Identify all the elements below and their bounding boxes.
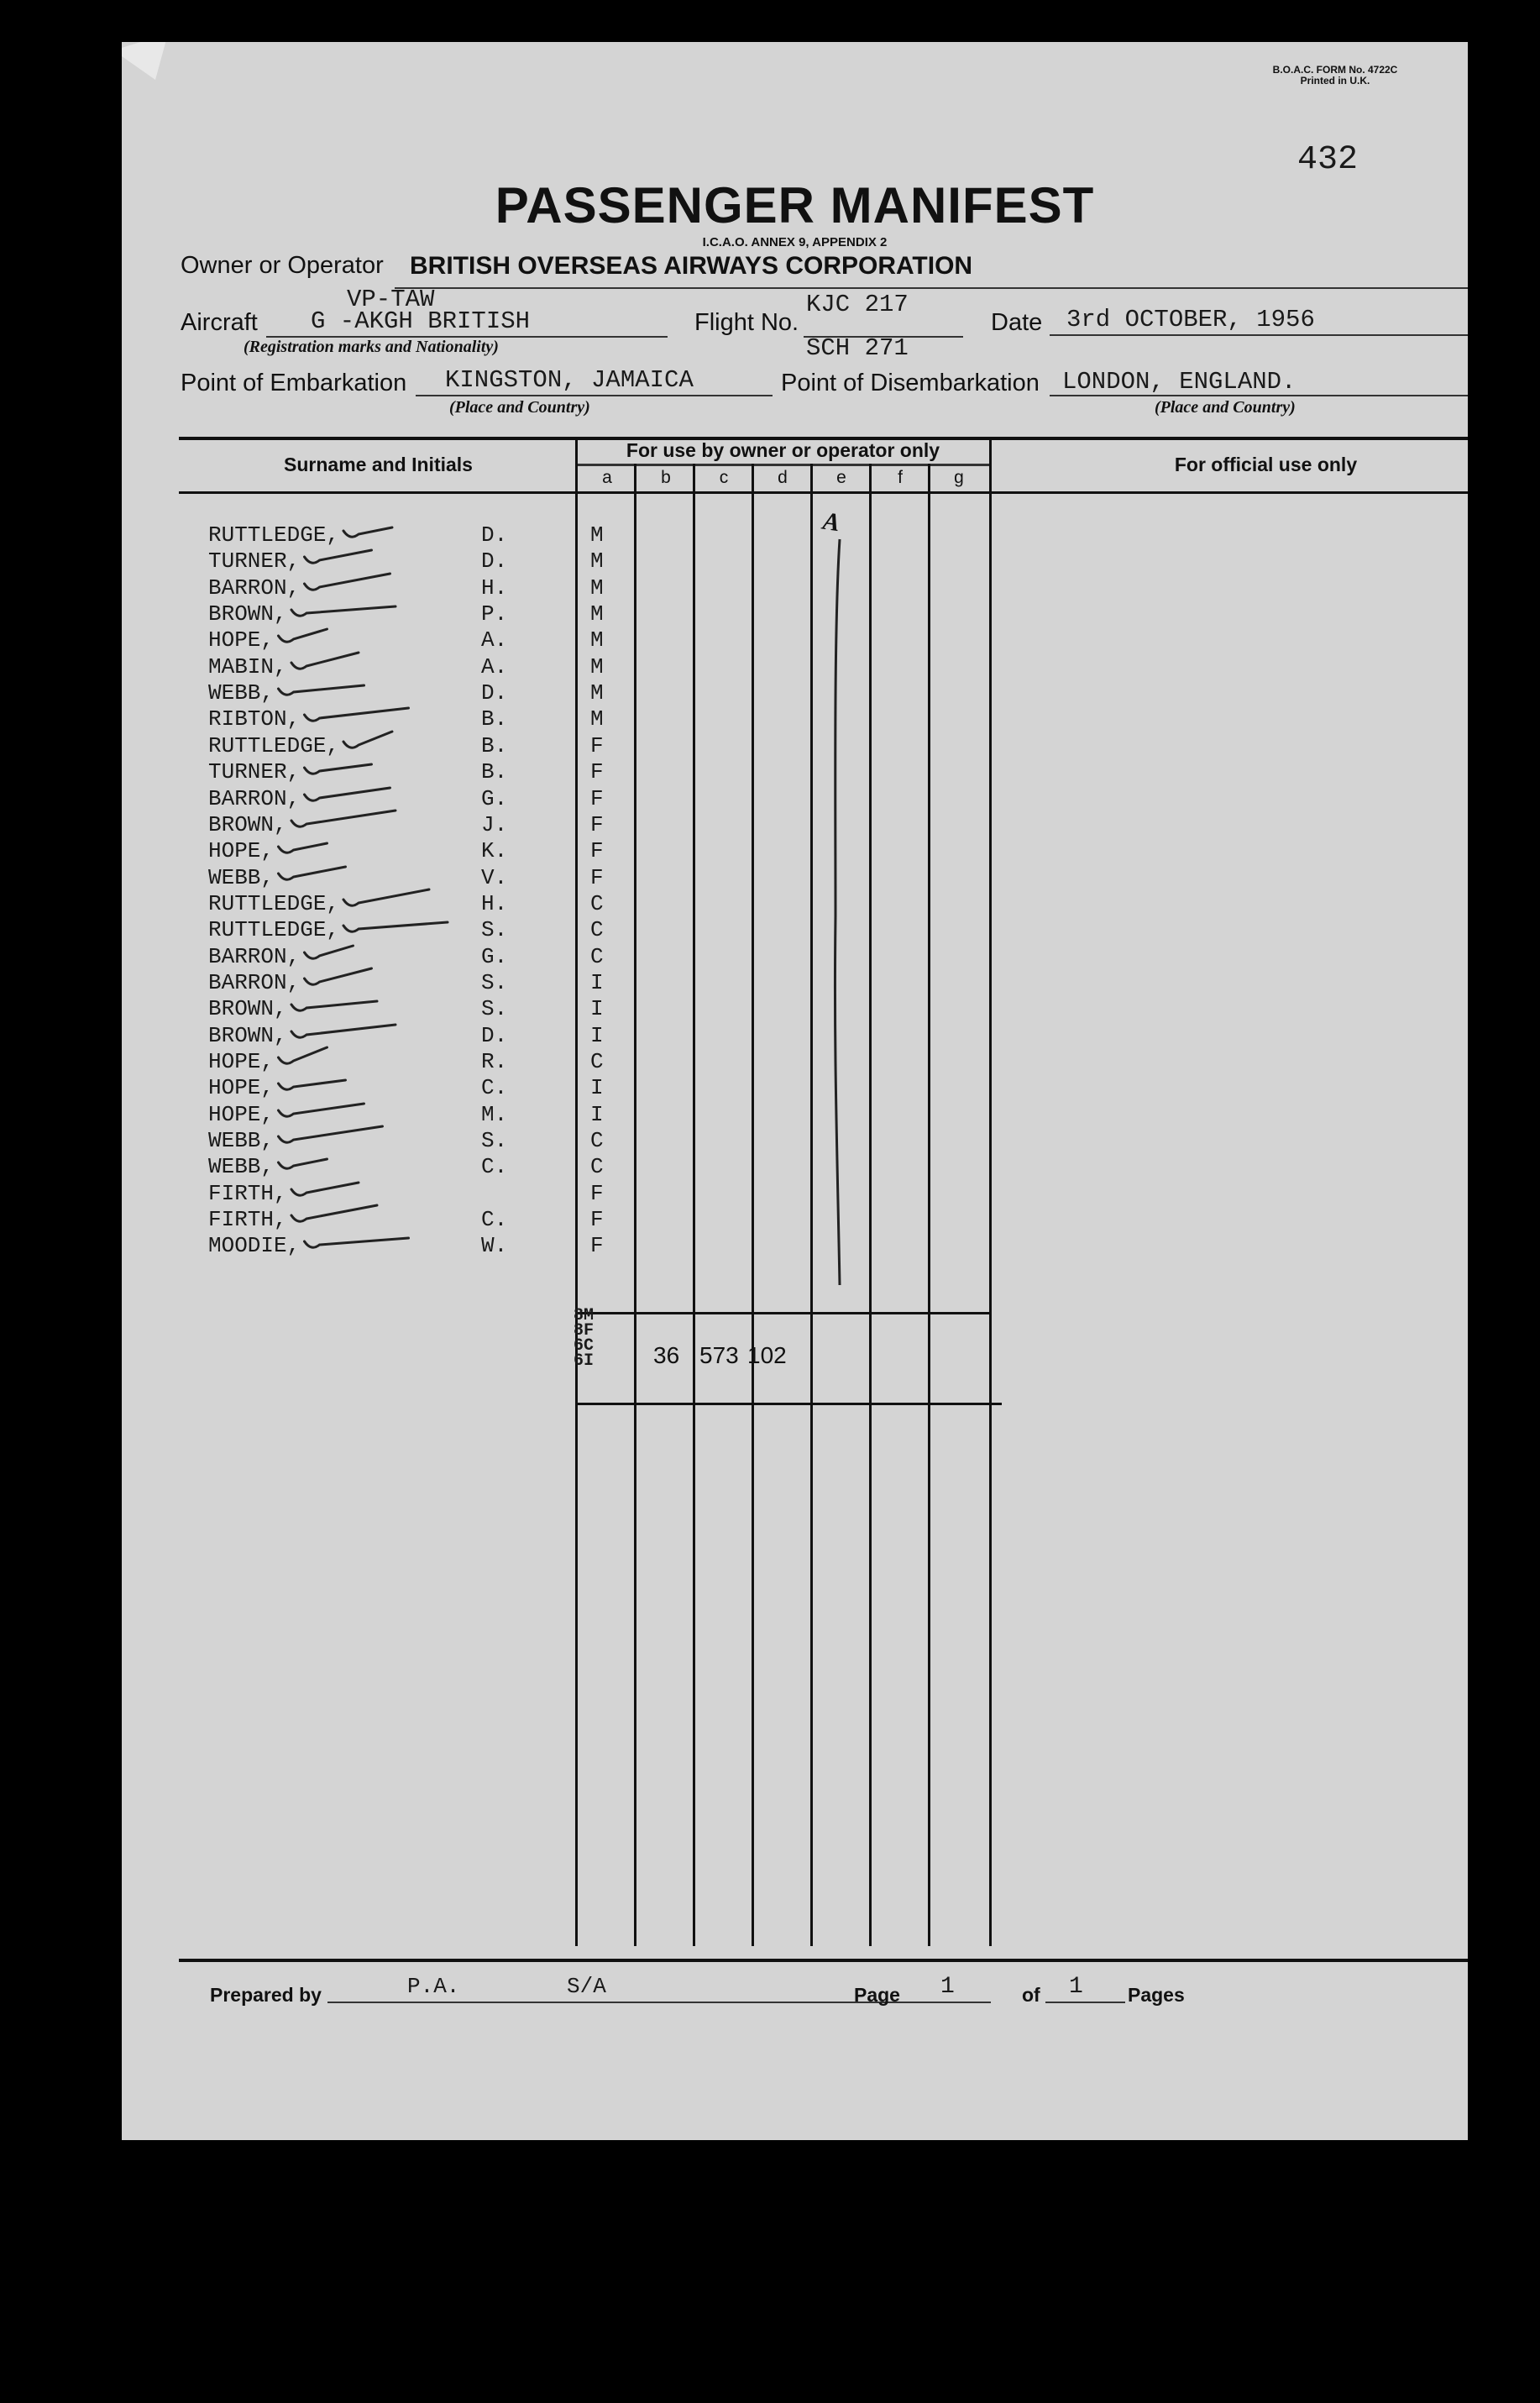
tick-mark <box>291 606 395 616</box>
flight-value-top: KJC 217 <box>806 291 909 318</box>
summary-count-i: 6I <box>574 1351 595 1371</box>
passenger-initial: B. <box>481 706 508 732</box>
manifest-sheet <box>122 42 1468 2140</box>
passenger-class: M <box>590 680 604 706</box>
folded-corner <box>122 42 168 80</box>
passenger-class: C <box>590 1049 604 1074</box>
passenger-surname: BARRON, <box>208 970 301 995</box>
passenger-initial: H. <box>481 575 508 601</box>
of-label: of <box>1022 1984 1040 2006</box>
printed-in-note: Printed in U.K. <box>1300 75 1370 87</box>
passenger-class: F <box>590 786 604 811</box>
tick-mark <box>291 1205 377 1221</box>
flight-value: SCH 271 <box>806 334 909 362</box>
passenger-initial: D. <box>481 1023 508 1048</box>
passenger-surname: WEBB, <box>208 680 275 706</box>
embarkation-label: Point of Embarkation <box>181 370 407 396</box>
date-value: 3rd OCTOBER, 1956 <box>1066 306 1315 333</box>
form-number: B.O.A.C. FORM No. 4722C <box>1272 64 1398 76</box>
passenger-class: M <box>590 601 604 627</box>
page-title: PASSENGER MANIFEST <box>495 177 1095 233</box>
passenger-initial: G. <box>481 944 508 969</box>
passenger-surname: BROWN, <box>208 996 287 1021</box>
sub-column-g: g <box>954 468 964 487</box>
prepared-by-label: Prepared by <box>210 1984 322 2006</box>
passenger-initial: C. <box>481 1207 508 1232</box>
tick-mark <box>305 708 409 721</box>
disembarkation-value: LONDON, ENGLAND. <box>1062 368 1296 396</box>
column-e-vertical-stroke <box>835 539 840 1285</box>
aircraft-value-top: VP-TAW <box>347 286 435 313</box>
tick-mark <box>279 1159 327 1168</box>
passenger-surname: RUTTLEDGE, <box>208 891 340 916</box>
tick-mark <box>305 968 372 984</box>
tick-mark <box>291 811 395 826</box>
embarkation-value: KINGSTON, JAMAICA <box>445 366 694 394</box>
passenger-surname: RUTTLEDGE, <box>208 733 340 758</box>
owner-label: Owner or Operator <box>181 252 384 279</box>
tick-mark <box>279 685 364 695</box>
passenger-initial: A. <box>481 627 508 653</box>
summary-c-value: 573 <box>699 1342 739 1368</box>
prepared-by-position: S/A <box>567 1974 606 1999</box>
sub-column-f: f <box>898 468 903 487</box>
column-e-mark: A <box>820 506 842 538</box>
summary-count-m: 8M <box>574 1306 595 1325</box>
passenger-surname: BROWN, <box>208 812 287 837</box>
tick-mark <box>305 946 354 958</box>
passenger-surname: FIRTH, <box>208 1181 287 1206</box>
passenger-surname: FIRTH, <box>208 1207 287 1232</box>
operator-column-header: For use by owner or operator only <box>626 439 940 461</box>
date-label: Date <box>991 309 1043 336</box>
summary-d-value: 102 <box>747 1342 787 1368</box>
passenger-class: M <box>590 522 604 548</box>
sheet-number: 432 <box>1297 141 1359 179</box>
tick-mark <box>305 550 372 563</box>
summary-b-value: 36 <box>653 1342 680 1368</box>
tick-mark <box>279 1080 346 1089</box>
passenger-surname: BARRON, <box>208 575 301 601</box>
passenger-class: F <box>590 1233 604 1258</box>
passenger-class: M <box>590 548 604 574</box>
tick-mark <box>305 574 390 590</box>
passenger-surname: HOPE, <box>208 627 275 653</box>
tick-mark <box>291 1025 395 1037</box>
surname-column-header: Surname and Initials <box>284 454 473 475</box>
passenger-surname: MABIN, <box>208 654 287 679</box>
passenger-surname: BARRON, <box>208 944 301 969</box>
aircraft-value: G -AKGH BRITISH <box>311 307 531 335</box>
aircraft-label: Aircraft <box>181 309 258 336</box>
tick-mark <box>279 843 327 853</box>
page-label: Page <box>854 1984 900 2006</box>
tick-mark <box>343 527 392 537</box>
sub-column-b: b <box>661 468 671 487</box>
disembarkation-caption: (Place and Country) <box>1155 398 1296 417</box>
tick-mark <box>279 867 346 879</box>
passenger-surname: HOPE, <box>208 838 275 863</box>
passenger-initial: B. <box>481 759 508 784</box>
tick-mark <box>279 629 327 642</box>
passenger-initial: G. <box>481 786 508 811</box>
tick-mark <box>291 653 359 669</box>
passenger-initial: C. <box>481 1154 508 1179</box>
tick-mark <box>279 1104 364 1116</box>
passenger-surname: HOPE, <box>208 1049 275 1074</box>
passenger-surname: WEBB, <box>208 1154 275 1179</box>
passenger-surname: RUTTLEDGE, <box>208 917 340 942</box>
tick-mark <box>279 1047 327 1063</box>
passenger-initial: P. <box>481 601 508 627</box>
passenger-surname: TURNER, <box>208 548 301 574</box>
passenger-initial: J. <box>481 812 508 837</box>
sub-column-c: c <box>719 468 729 487</box>
passenger-class: I <box>590 970 604 995</box>
passenger-initial: W. <box>481 1233 508 1258</box>
embarkation-caption: (Place and Country) <box>449 398 590 417</box>
handwritten-ticks <box>122 42 1468 2140</box>
passenger-class: I <box>590 1023 604 1048</box>
passenger-class: C <box>590 891 604 916</box>
sub-column-d: d <box>778 468 788 487</box>
passenger-surname: MOODIE, <box>208 1233 301 1258</box>
passenger-class: F <box>590 1181 604 1206</box>
passenger-initial: K. <box>481 838 508 863</box>
passenger-class: M <box>590 627 604 653</box>
passenger-initial: S. <box>481 970 508 995</box>
passenger-initial: S. <box>481 1128 508 1153</box>
passenger-surname: TURNER, <box>208 759 301 784</box>
tick-mark <box>305 1238 409 1247</box>
prepared-by-value: P.A. <box>407 1974 460 1999</box>
passenger-initial: D. <box>481 548 508 574</box>
official-column-header: For official use only <box>1174 454 1358 475</box>
summary-count-f: 8F <box>574 1321 595 1341</box>
tick-mark <box>279 1126 383 1142</box>
passenger-class: F <box>590 865 604 890</box>
passenger-surname: BROWN, <box>208 1023 287 1048</box>
passenger-surname: WEBB, <box>208 865 275 890</box>
passenger-class: C <box>590 944 604 969</box>
passenger-class: F <box>590 838 604 863</box>
passenger-class: F <box>590 733 604 758</box>
passenger-class: I <box>590 996 604 1021</box>
flight-label: Flight No. <box>694 309 799 336</box>
passenger-initial: R. <box>481 1049 508 1074</box>
passenger-class: C <box>590 1154 604 1179</box>
aircraft-caption: (Registration marks and Nationality) <box>244 338 499 356</box>
sub-column-e: e <box>836 468 846 487</box>
passenger-surname: HOPE, <box>208 1075 275 1100</box>
passenger-initial: D. <box>481 680 508 706</box>
passenger-class: F <box>590 812 604 837</box>
page-number: 1 <box>940 1974 955 2000</box>
tick-mark <box>343 889 429 905</box>
passenger-initial: S. <box>481 917 508 942</box>
passenger-initial: H. <box>481 891 508 916</box>
total-pages: 1 <box>1069 1974 1083 2000</box>
passenger-initial: V. <box>481 865 508 890</box>
passenger-initial: B. <box>481 733 508 758</box>
disembarkation-label: Point of Disembarkation <box>781 370 1040 396</box>
passenger-initial: A. <box>481 654 508 679</box>
page-subtitle: I.C.A.O. ANNEX 9, APPENDIX 2 <box>702 235 888 249</box>
tick-mark <box>291 1001 377 1010</box>
passenger-class: M <box>590 654 604 679</box>
passenger-initial: S. <box>481 996 508 1021</box>
tick-mark <box>291 1183 359 1195</box>
passenger-surname: WEBB, <box>208 1128 275 1153</box>
passenger-surname: HOPE, <box>208 1102 275 1127</box>
passenger-initial: D. <box>481 522 508 548</box>
tick-mark <box>343 922 448 931</box>
passenger-class: F <box>590 759 604 784</box>
tick-mark <box>305 764 372 774</box>
tick-mark <box>343 732 392 748</box>
sub-column-a: a <box>602 468 612 487</box>
summary-count-c: 6C <box>574 1336 595 1356</box>
passenger-surname: RUTTLEDGE, <box>208 522 340 548</box>
owner-value: BRITISH OVERSEAS AIRWAYS CORPORATION <box>410 252 973 280</box>
tick-mark <box>305 788 390 800</box>
passenger-surname: RIBTON, <box>208 706 301 732</box>
passenger-class: C <box>590 917 604 942</box>
passenger-class: F <box>590 1207 604 1232</box>
passenger-class: M <box>590 706 604 732</box>
passenger-class: C <box>590 1128 604 1153</box>
passenger-initial: C. <box>481 1075 508 1100</box>
passenger-class: M <box>590 575 604 601</box>
passenger-surname: BARRON, <box>208 786 301 811</box>
passenger-initial: M. <box>481 1102 508 1127</box>
pages-label: Pages <box>1128 1984 1185 2006</box>
passenger-class: I <box>590 1102 604 1127</box>
passenger-surname: BROWN, <box>208 601 287 627</box>
passenger-class: I <box>590 1075 604 1100</box>
